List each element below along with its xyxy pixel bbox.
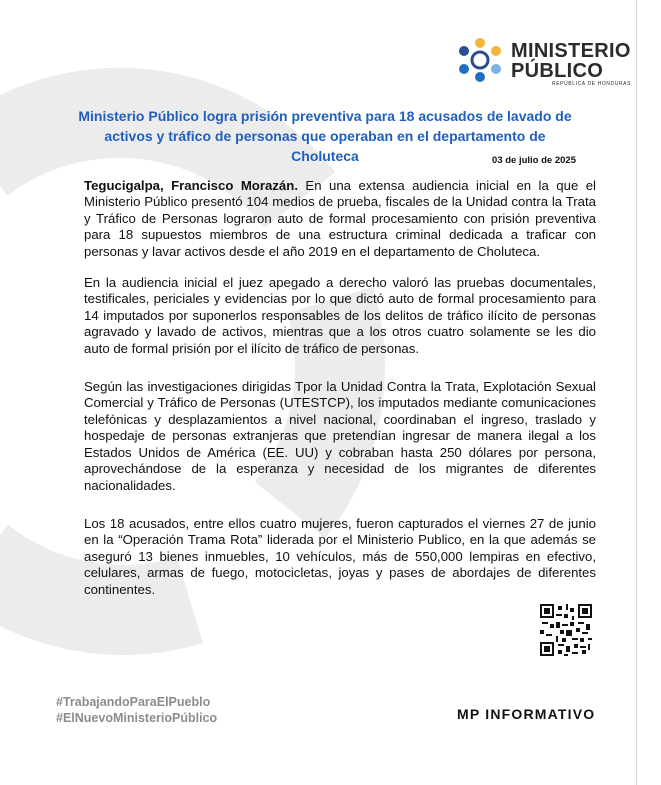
qr-code-icon (540, 604, 592, 656)
paragraph-1 (84, 178, 596, 260)
hashtag-nuevo-ministerio: #ElNuevoMinisterioPúblico (56, 711, 218, 725)
paragraph-4: Los 18 acusados, entre ellos cuatro mujeres, fueron capturados el viernes 27 de junio en la “Operación Trama Rota” liderada por el Ministerio Publico, en la que además se aseguró 13 bienes inmuebles, 10 vehículos, más de 550,000 lempiras en efectivo, celulares, armas de fuego, motocicletas, joyas y pases de abordajes de diferentes continentes. (84, 515, 596, 597)
publication-date: 03 de julio de 2025 (492, 155, 576, 166)
hashtag-trabajando: #TrabajandoParaElPueblo (56, 695, 211, 709)
paragraph-1-text: En una extensa audiencia inicial en la que el Ministerio Público presentó 104 medios de prueba, fiscales de la Unidad contra la Trata y Tráfico de Personas lograron auto de formal procesamiento con prisión preventiva para 18 supuestos miembros de una estructura criminal dedicada a traficar con personas y lavar activos desde el año 2019 en el departamento de Choluteca. (84, 178, 596, 259)
logo-line1: MINISTERIO (511, 40, 631, 62)
paragraph-2: En la audiencia inicial el juez apegado a derecho valoró las pruebas documentales, testificales, periciales y evidencias por lo que dictó auto de formal procesamiento para 14 imputados por suponerlos responsables de los delitos de tráfico ilícito de personas agravado y lavado de activos, mientras que a los otros cuatro solamente se les dio auto de formal prisión por el ilícito de tráfico de personas. (84, 275, 596, 356)
article-body (84, 178, 596, 613)
logo-emblem-icon (455, 36, 505, 84)
paragraph-3: Según las investigaciones dirigidas Tpor la Unidad Contra la Trata, Explotación Sexual Comercial y Tráfico de Personas (UTESTCP), los imputados mediante comunicaciones telefónicas y desplazamientos a nivel nacional, coordinaban el ingreso, traslado y hospedaje de personas extranjeras que pretendían ingresar de manera ilegal a los Estados Unidos de América (EE. UU) y cobraban hasta 250 dólares por persona, aprovechándose de la esperanza y necesidad de los migrantes de diferentes nacionalidades. (84, 379, 596, 493)
dateline: Tegucigalpa, Francisco Morazán. (84, 178, 298, 193)
logo-line3: REPÚBLICA DE HONDURAS (552, 81, 632, 87)
ministerio-publico-logo (455, 36, 635, 87)
hashtags (56, 694, 217, 726)
logo-line2: PÚBLICO (511, 60, 604, 82)
headline: Ministerio Público logra prisión preventiva para 18 acusados de lavado de activos y tráfico de personas que operaban en el departamento de Choluteca (78, 108, 572, 164)
mp-informativo-label: MP INFORMATIVO (457, 706, 596, 722)
